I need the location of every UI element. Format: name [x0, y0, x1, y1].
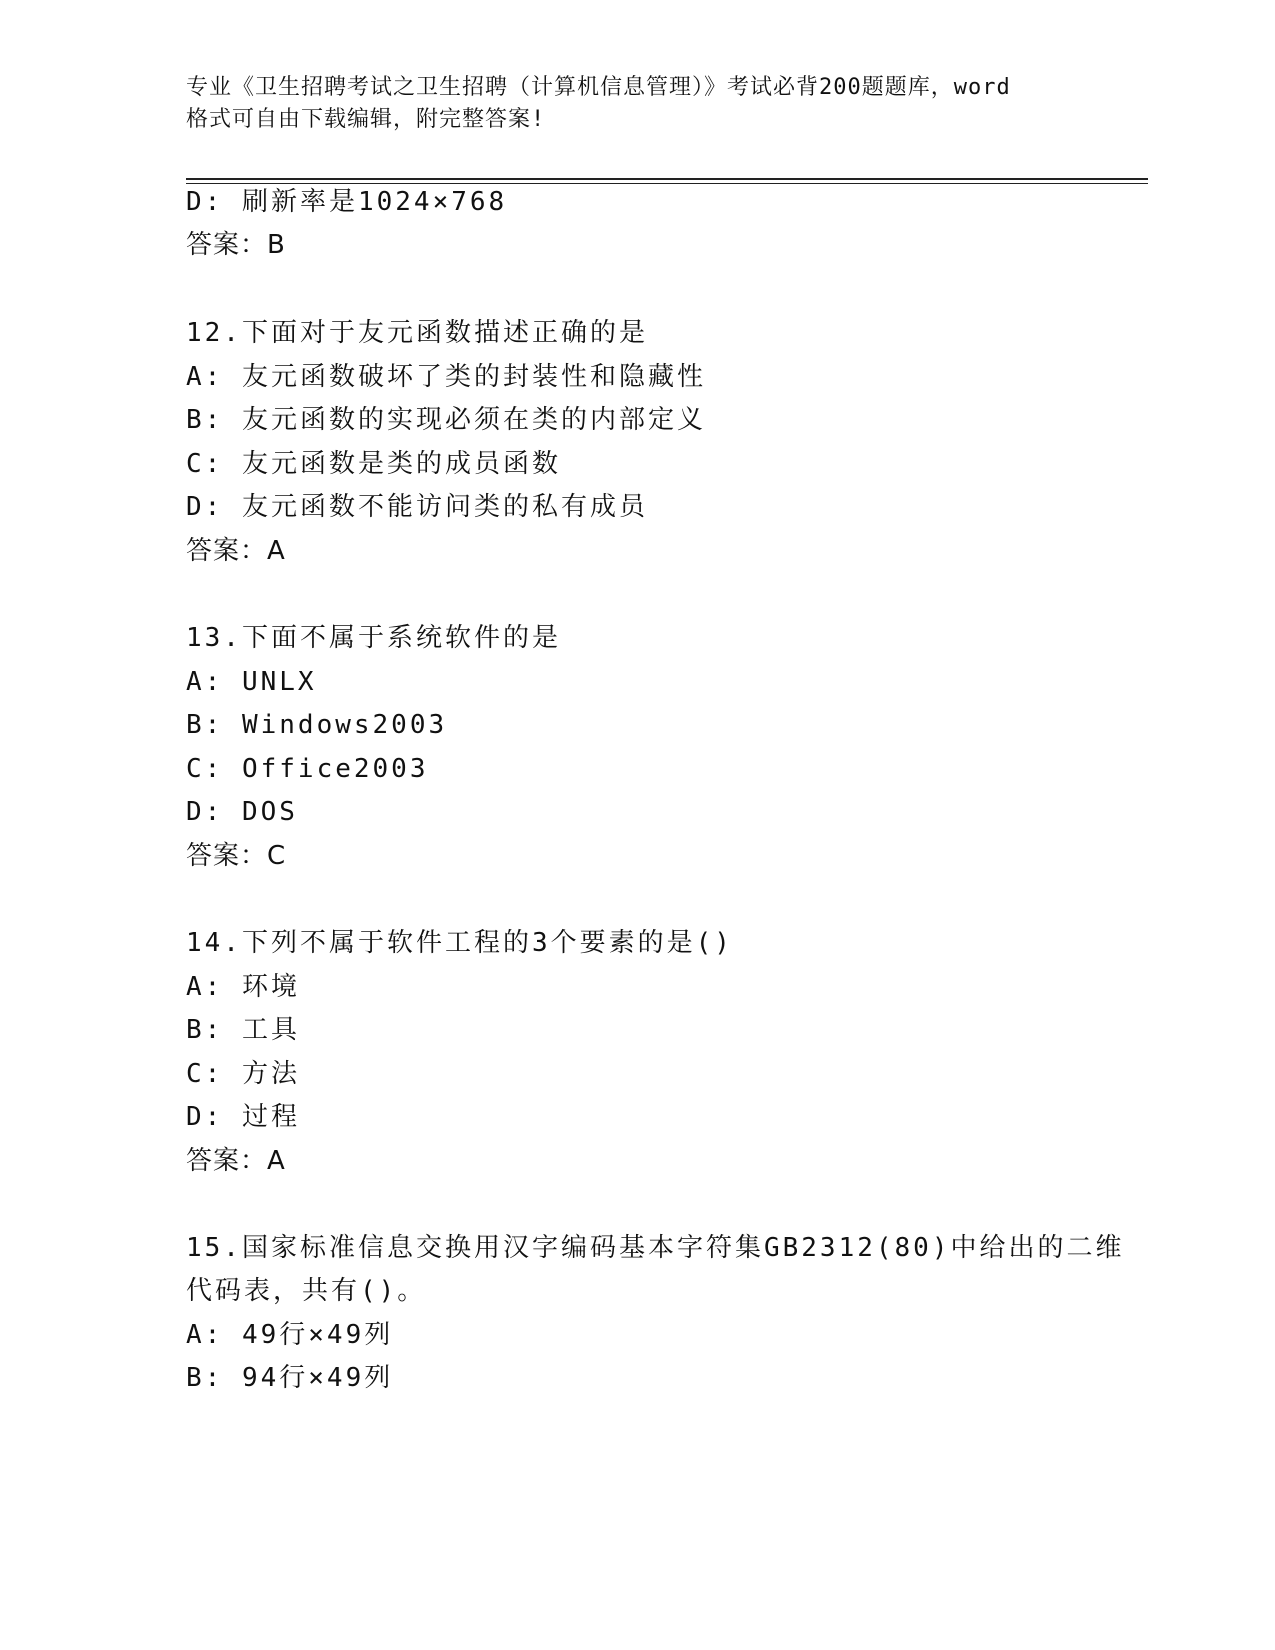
- q14-option-c: C: 方法: [186, 1059, 300, 1089]
- q12-option-c: C: 友元函数是类的成员函数: [186, 449, 561, 479]
- prev-answer: 答案：B: [186, 230, 286, 260]
- q14-answer: 答案：A: [186, 1146, 286, 1176]
- header-line-2: 格式可自由下载编辑，附完整答案!: [186, 107, 546, 132]
- q13-option-a: A: UNLX: [186, 667, 317, 697]
- q15-stem-line-2: 代码表，共有()。: [186, 1276, 427, 1306]
- q13-option-c: C: Office2003: [186, 754, 429, 784]
- header-rule-thin: [186, 183, 1148, 184]
- header-line-1: 专业《卫生招聘考试之卫生招聘（计算机信息管理）》考试必背200题题库，word: [186, 75, 1011, 100]
- q14-option-d: D: 过程: [186, 1102, 300, 1132]
- q14-stem: 14.下列不属于软件工程的3个要素的是(): [186, 928, 733, 958]
- q12-option-d: D: 友元函数不能访问类的私有成员: [186, 492, 648, 522]
- q13-stem: 13.下面不属于系统软件的是: [186, 623, 561, 653]
- q12-stem: 12.下面对于友元函数描述正确的是: [186, 318, 648, 348]
- q13-option-b: B: Windows2003: [186, 710, 448, 740]
- q13-option-d: D: DOS: [186, 797, 298, 827]
- q15-stem-line-1: 15.国家标准信息交换用汉字编码基本字符集GB2312(80)中给出的二维: [186, 1233, 1125, 1263]
- prev-option-d: D: 刷新率是1024×768: [186, 187, 508, 217]
- q15-option-a: A: 49行×49列: [186, 1320, 394, 1350]
- q12-option-a: A: 友元函数破坏了类的封装性和隐藏性: [186, 362, 706, 392]
- q12-answer: 答案：A: [186, 536, 286, 566]
- header-rule-thick: [186, 178, 1148, 180]
- q14-option-a: A: 环境: [186, 972, 300, 1002]
- q13-answer: 答案：C: [186, 841, 287, 871]
- q12-option-b: B: 友元函数的实现必须在类的内部定义: [186, 405, 706, 435]
- q14-option-b: B: 工具: [186, 1015, 300, 1045]
- q15-option-b: B: 94行×49列: [186, 1363, 394, 1393]
- document-header: [186, 72, 1086, 136]
